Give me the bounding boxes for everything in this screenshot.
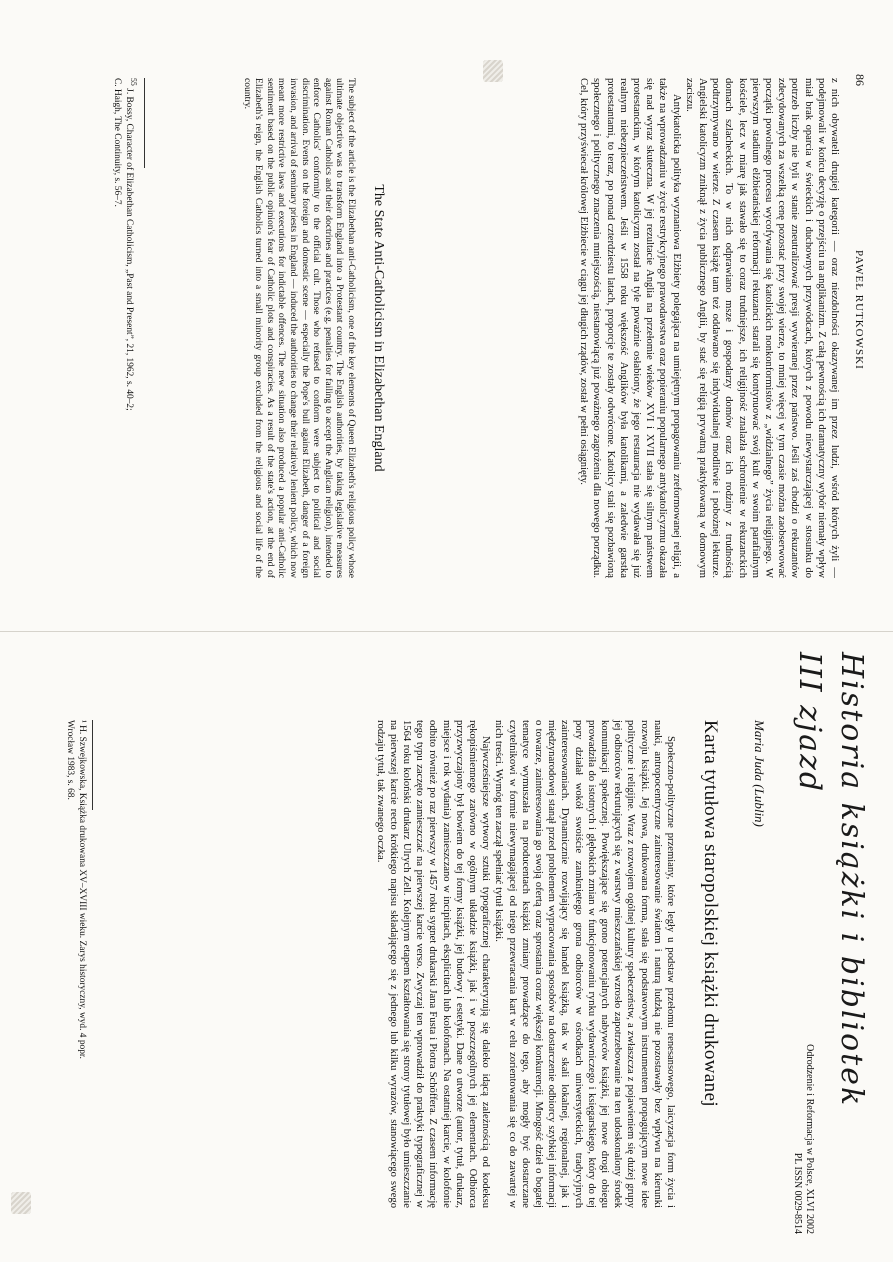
- left-body-text: [577, 78, 841, 578]
- paragraph: z nich obywateli drugiej kategorii — oraz niezdolności okazywanej im przez ludzi, wśród których żyli — podejmowali w końcu decyzję o przejściu na anglikanizm. Z całą pewnością ich dramatyczny wybór niemały wpływ miał brak oparcia w świeckich i duchownych przywódcach, których z powodu niewystarczającej w stosunku do potrzeb liczby nie byli w stanie zneutralizować presji wywieranej przez państwo. Jeśli zaś chodzi o rekuzantów zdecydowanych za wszelką cenę pozostać przy swojej wierze, to mniej więcej w tym czasie można zaobserwować początki powolnego procesu wycofywania się katolickich nonkonformistów z „widzialnego” życia religijnego. W pierwszym stadium elżbietańskiej reformacji rekuzanci starali się kontynuować swój kult w swoim parafialnym kościele, lecz w miarę jak stawało się to coraz trudniejsze, ich religijność znalazła schronienie w rekuzanckich domach szlacheckich. To w nich odprawiano msze i gospodarzy domów oraz ich rodziny z trudnością podtrzymywano w wierze. Z czasem książę tam też oddawano się indywidualnej modlitwie i pobożnej lekturze. Angielski katolicyzm zniknął z życia publicznego Anglii, by stać się religią prywatną praktykowaną w domowym zaciszu.: [683, 78, 840, 578]
- right-page: [0, 632, 893, 1262]
- footnote-rule: [92, 720, 93, 810]
- footnote-line: ¹ H. Szwejkowska, Książka drukowana XV–XVIII wieku. Zarys historyczny, wyd. 4 popr.: [77, 720, 87, 1059]
- page-number: 86: [853, 74, 867, 86]
- issn-line: PL ISSN 0029-8514: [792, 1152, 803, 1234]
- abstract: The subject of the article is the Elizabethan anti-Catholicism, one of the key elements of Queen Elizabeth's religious policy whose ultimate objective was to transform England into a Protestant country. The English authorities, by taking legislative measures against Roman Catholics and their doctrines and practices (e.g. penalties for failing to accept the Anglican religion), intended to enforce Catholics' conformity to the official cult. Those who refused to conform were subject to political and social discrimination. Events on the foreign and domestic scene — especially the Pope's bull against Elizabeth, danger of a foreign invasion, and arrival of seminary priests in England — induced the authorities to change their relatively lenient policy, which now meant more restrictive laws and executions for indictable offences. The new situation also produced a popular anti-Catholic sentiment based on the public opinion's fear of Catholic plots and conspiracies. As a result of the state's action, at the end of Elizabeth's reign, the English Catholics turned into a small minority group excluded from the religious and social life of the country.: [241, 78, 357, 578]
- running-head: PAWEŁ RUTKOWSKI: [853, 250, 865, 370]
- article-author: Maria Juda (Lublin): [752, 720, 767, 827]
- footnote-rule: [144, 78, 145, 168]
- footnote-line: C. Haigh, The Continuity, s. 56–7.: [112, 78, 123, 207]
- paragraph: Antykatolicka polityka wyznaniowa Elżbiety polegająca na umiejętnym propagowaniu zreformowanej religii, a także na wprowadzaniu w życie restrykcyjnego prawodawstwa oraz popieraniu popularnego antykatolicyzmu okazała się nad wyraz skuteczna. W jej rezultacie Anglia na przełomie wieków XVI i XVII stała się silnym państwem protestanckim, w którym katolicyzm został na tyle poważnie osłabiony, że jego restauracja nie wydawała się już realnym niebezpieczeństwem. Jeśli w 1558 roku większość Anglików była katolikami, a zaledwie garstka protestantami, to teraz, po ponad czterdziestu latach, proporcje te zostały odwrócone. Katolicy stali się pozbawioną społecznego i politycznego znaczenia mniejszością, niestanowiącą już poważnego zagrożenia dla nowego porządku. Cel, który przyświecał królowej Elżbiecie w ciągu jej długich rządów, został w pełni osiągnięty.: [578, 78, 682, 578]
- handwritten-note: Historia książki i bibliotek: [834, 652, 869, 1108]
- source-info: [791, 934, 815, 1234]
- paragraph: Społeczno-polityczne przemiany, które legły u podstaw przełomu renesansowego, laicyzacja form życia i nauki, antropocentryczne zainteresowanie światem i naturą ludzką nie pozostawały bez wpływu na kierunki rozwoju książki. Jej nowa, drukowana forma, stała się podstawowym instrumentem propagującym nowe idee polityczne i religijne. Wraz z rozwojem ogólnej kultury społeczeństw, a zwłaszcza z pojawieniem się dużej grupy jej odbiorców rekrutujących się z warstwy mieszczańskiej wzrosło zapotrzebowanie na ten udoskonalony środek komunikacji społecznej. Powiększające się grono potencjalnych nabywców książki, jej nowe drogi obiegu prowadziła do istotnych i głębokich zmian w funkcjonowaniu rynku wydawniczego i księgarskiego, który do tej pory działał wokół swoiście zamkniętego grona odbiorców w ośrodkach uniwersyteckich, tradycyjnych zainteresowaniach. Dynamicznie rozwijający się handel książką, tak w skali lokalnej, regionalnej, jak i międzynarodowej stanął przed problemem wypracowania sposobów na dostarczenie odbiorcy szybkiej informacji o towarze, zainteresowania go swoją ofertą oraz sprostania coraz większej konkurencji. Mnogość dzieł o bogatej tematyce wymuszała na producentach książki zmiany prowadzące do tego, aby mogły być dostarczane czytelnikowi w formie niewymagającej od niego przewracania kart w celu zorientowania się co do zawartej w nich treści. Wymóg ten zaczął spełniać tytuł książki.: [493, 720, 676, 1208]
- journal-line: Odrodzenie i Reformacja w Polsce, XLVI 2002: [804, 1044, 815, 1234]
- paragraph: Najwcześniejsze wytwory sztuki typograficznej charakteryzują się daleko idącą zależnością od kodeksu rękopiśmiennego zarówno w ogólnym układzie książki, jak i w poszczególnych jej elementach. Odbiorca przyzwyczajony był bowiem do tej formy książki, jej budowy i estetyki. Dane o utworze (autor, tytuł, drukarz, miejsce i rok wydania) zamieszczano w incipitach, eksplicitach lub kolofonach. Na ostatniej karcie, w kolofonie odbito również po raz pierwszy w 1457 roku sygnet drukarski Jana Fusta i Piotra Schöffera. Z czasem informację tego typu zaczęto zamieszczać na pierwszej karcie verso. Zwyczaj ten wprowadził do praktyki typograficznej w 1564 roku koloński drukarz Ulrych Zell. Kolejnym etapem kształtowania się strony tytułowej było umieszczanie na pierwszej karcie recto krótkiego napisu składającego się z jednego lub kilku wyrazów, stanowiącego swego rodzaju tytuł, tak zwanego oczka.: [374, 720, 492, 1208]
- right-body-text: [373, 720, 677, 1208]
- scan-stain: [11, 1192, 31, 1214]
- footnote-line: J. Bossy, Character of Elizabethan Catholicism, „Past and Present”, 21, 1962, s. 40–2;: [123, 88, 134, 411]
- footnote: [63, 720, 87, 1208]
- section-title: The State Anti-Catholicism in Elizabethan England: [371, 184, 386, 472]
- footnote: [110, 78, 139, 578]
- footnote-line: Wrocław 1983, s. 68.: [65, 720, 76, 800]
- scan-stain: [483, 60, 503, 82]
- footnote-number: 55: [129, 78, 138, 86]
- article-title: Karta tytułowa staropolskiej książki drukowanej: [700, 720, 721, 1108]
- handwritten-note: III zjazd: [792, 652, 827, 794]
